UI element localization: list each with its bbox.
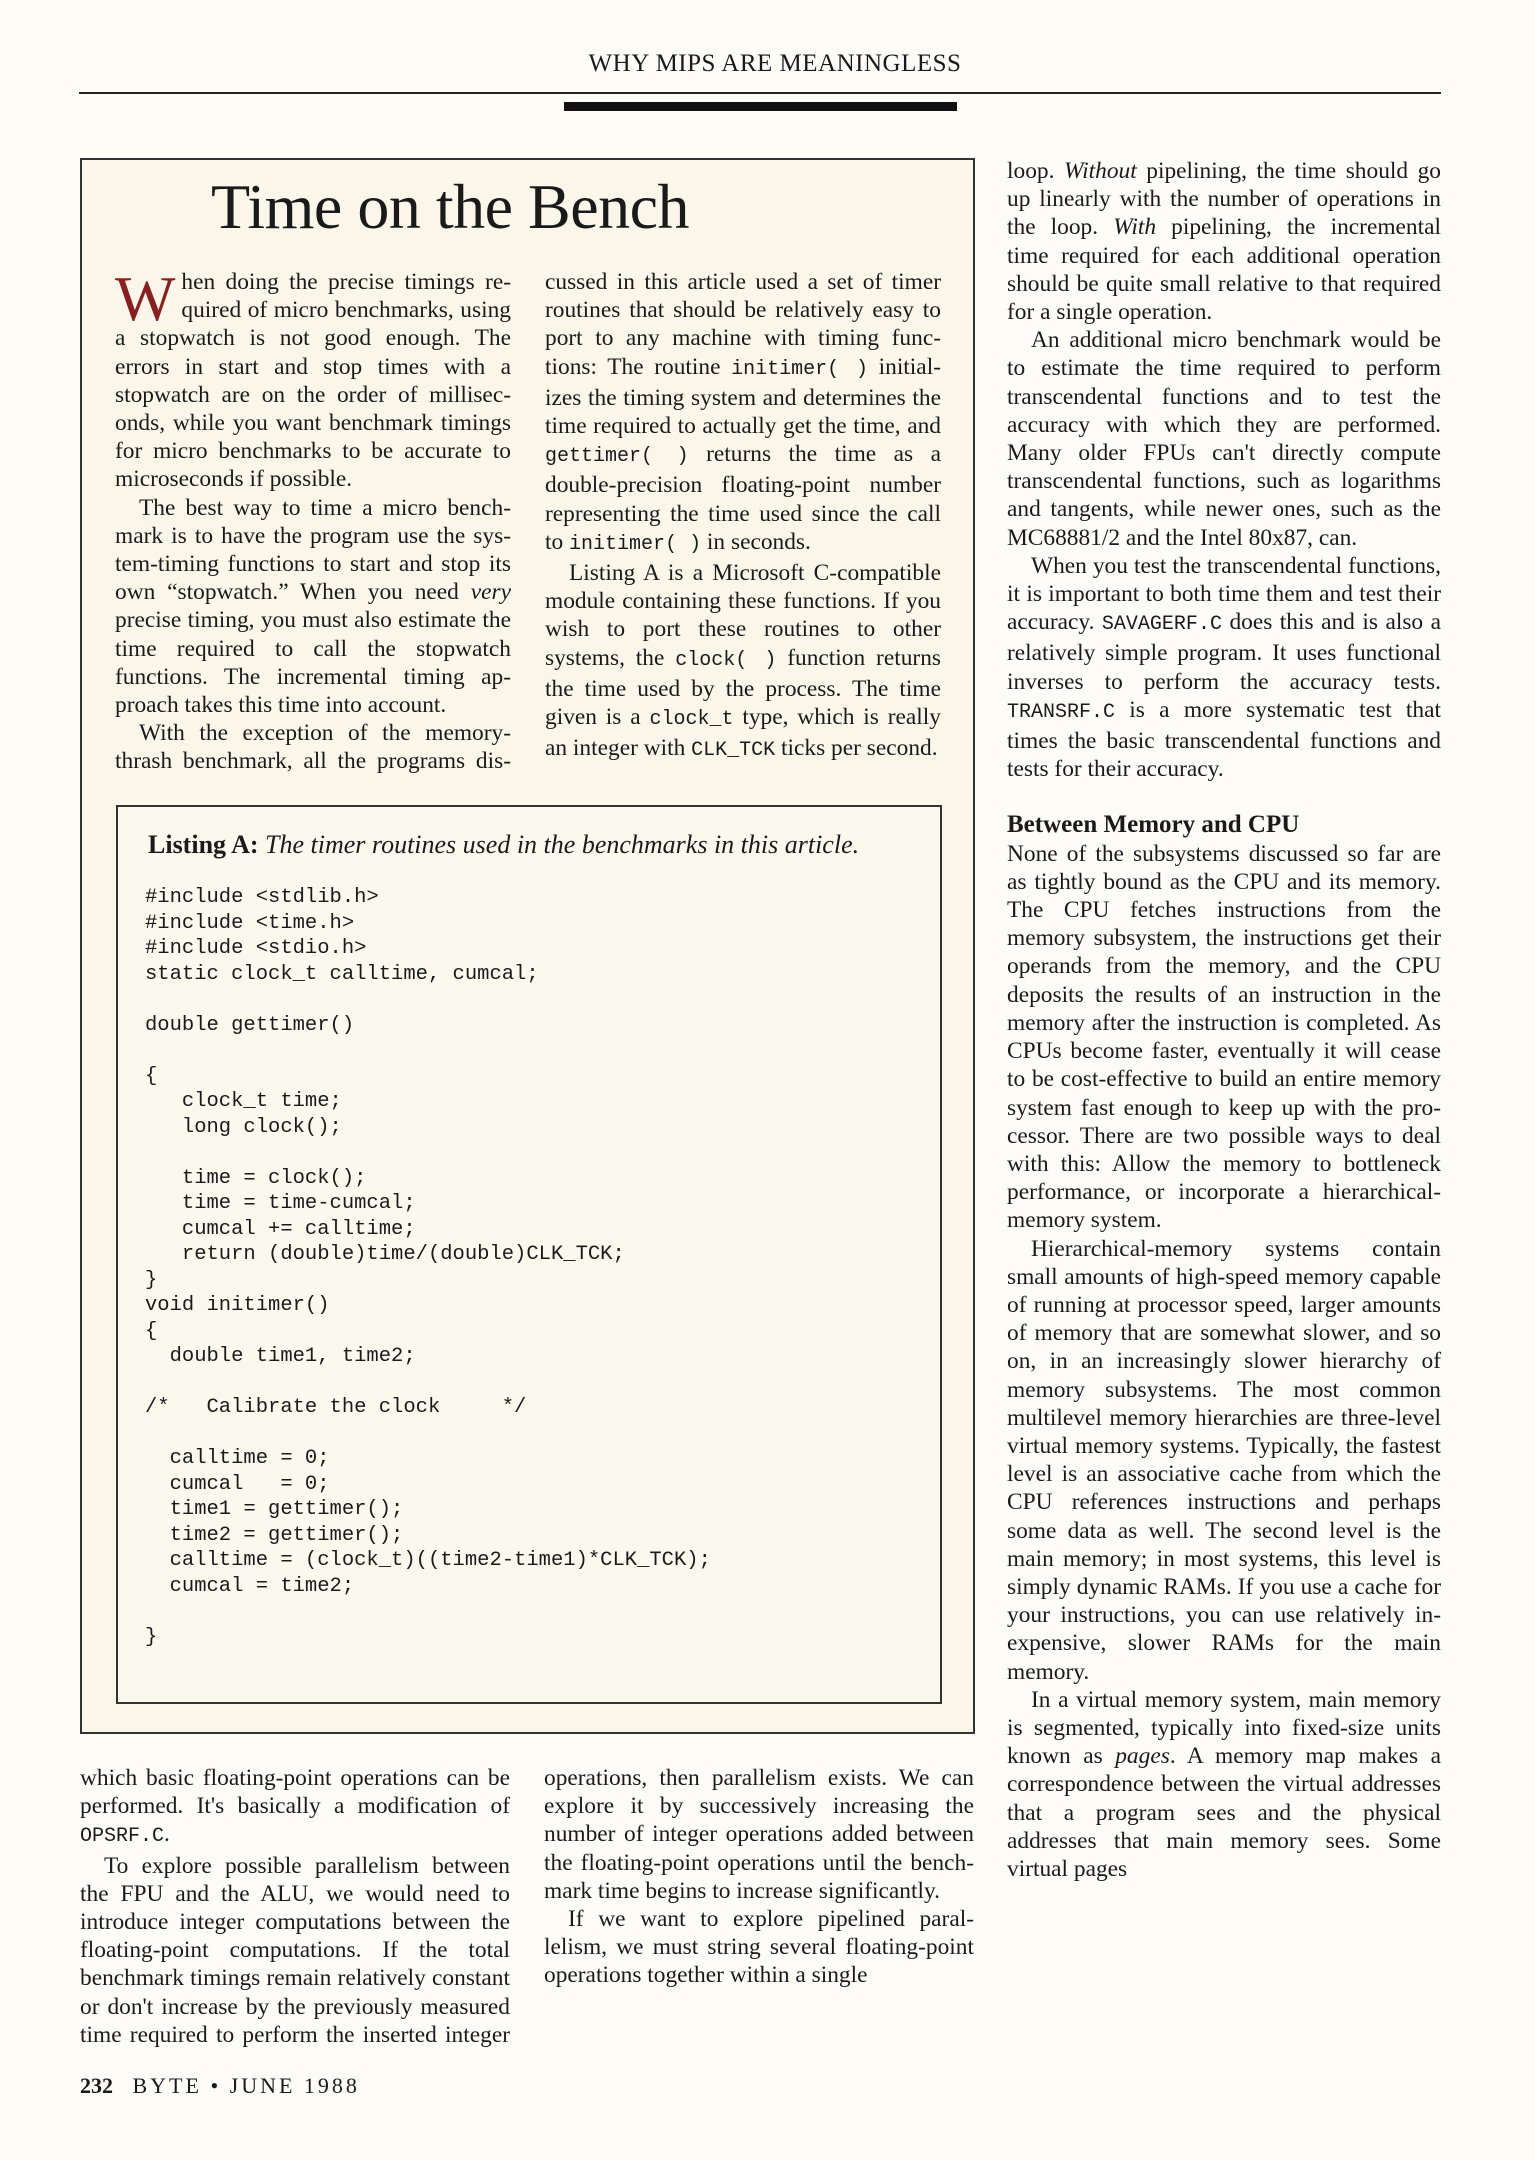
inline-code: initimer( ) xyxy=(569,532,702,556)
right-column-top xyxy=(1007,157,1441,783)
text-run: loop. xyxy=(1007,158,1064,184)
paragraph xyxy=(115,263,511,494)
code-line: time1 = gettimer(); xyxy=(145,1498,404,1521)
text-run: is a more systematic test that times the basic transcendental functions and tests for their accuracy. xyxy=(1007,696,1441,783)
code-line: double time1, time2; xyxy=(145,1345,416,1368)
text-run: precise timing, you must also estimate the time required to call the stopwatch functions. The incremental timing approach takes this time into account. xyxy=(115,607,511,719)
sidebar-body xyxy=(115,263,941,778)
header-bar xyxy=(564,102,957,111)
text-run: pipelining, the incremental time required for each additional operation should be quite small relative to that required for a single operation. xyxy=(1007,214,1441,326)
code-line: time = time-cumcal; xyxy=(145,1192,416,1215)
code-line: static clock_t calltime, cumcal; xyxy=(145,962,539,986)
emphasis: very xyxy=(470,579,511,606)
section-heading: Between Memory and CPU xyxy=(1007,811,1300,839)
inline-code: SAVAGERF.C xyxy=(1101,613,1222,637)
paragraph xyxy=(1007,552,1441,784)
bottom-columns xyxy=(80,1764,974,2054)
code-line: void initimer() xyxy=(145,1294,330,1317)
code-line: time = clock(); xyxy=(145,1166,367,1190)
running-head: WHY MIPS ARE MEANINGLESS xyxy=(588,50,962,77)
text-run: Listing A is a Microsoft C-compatible module containing these functions. If you wish to port these routines to other systems, the xyxy=(545,560,941,671)
inline-code: clock_t xyxy=(649,708,734,732)
text-run: pipelining, the time should go up linearly with the number of operations in the loop. xyxy=(1007,158,1441,241)
inline-code: OPSRF.C xyxy=(80,1825,165,1849)
text-run: which basic floating-point operations can be performed. It's basically a modification of xyxy=(80,1765,510,1820)
paragraph xyxy=(1007,840,1441,1235)
paragraph xyxy=(1007,157,1441,326)
paragraph xyxy=(80,1764,510,1852)
text-run: When you test the transcendental functions, it is important to both time them and test their accuracy. xyxy=(1007,552,1441,636)
inline-code: clock( ) xyxy=(675,648,777,672)
code-line: #include <stdlib.h> xyxy=(145,886,379,909)
code-line xyxy=(145,987,711,1013)
page-number: 232 xyxy=(80,2073,113,2098)
text-run: Hierarchical-memory systems contain small amounts of high-speed memory capable of running at processor speed, larger amounts of memory that are somewhat slower, and so on, in an increasingly slower hierarchy of memory subsystems. The most common multilevel memory hierarchies are three-level virtual memory systems. Typically, the fastest level is an associative cache from which the CPU references instructions and perhaps some data as well. The second level is the main memory; in most systems, this level is simply dynamic RAMs. If you use a cache for your instructions, you can use relatively inexpensive, slower RAMs for the main memory. xyxy=(1007,1235,1441,1685)
header-rule xyxy=(79,92,1441,94)
text-run: An additional micro benchmark would be to estimate the time required to perform transcendental functions and to test the accuracy with which they are performed. Many older FPUs can't directly compute transcendental functions, such as logarithms and tangents, while newer ones, such as the MC68881/2 and the Intel 80x87, can. xyxy=(1007,327,1441,551)
page-footer xyxy=(80,2073,360,2099)
code-line: } xyxy=(145,1625,158,1649)
text-run: None of the subsystems discussed so far are as tightly bound as the CPU and its memory. The CPU fetches instructions from the memory subsystem, the instructions get their operands from the memory, and the CPU deposits the results of an instruction in the memory after the instruction is completed. As CPUs become faster, eventually it will cease to be cost-effective to build an entire memory system fast enough to keep up with the processor. There are two possible ways to deal with this: Allow the memory to bottleneck performance, or incorporate a hierarchical-memory system. xyxy=(1007,840,1441,1234)
code-line: { xyxy=(145,1064,158,1088)
inline-code: TRANSRF.C xyxy=(1007,700,1116,724)
text-run: in seconds. xyxy=(701,528,811,555)
code-line: cumcal = time2; xyxy=(145,1574,355,1598)
emphasis: Without xyxy=(1063,158,1137,184)
paragraph xyxy=(1007,326,1441,552)
code-line xyxy=(145,1038,711,1064)
paragraph xyxy=(544,1905,974,1990)
code-line: calltime = 0; xyxy=(145,1447,330,1470)
code-line: clock_t time; xyxy=(145,1090,342,1113)
text-run: To explore possible parallelism between the FPU and the ALU, we would need to introduce integer computations between the floating-point computations. If the total benchmark timings remain relatively constant or don't increase by the previously measured time required to perform the inserted integer operations, then parallelism exists. We can explore it by successively increasing the number of integer operations added between the floating-point operations until the benchmark time begins to increase significantly. xyxy=(80,1765,974,2048)
listing-label: Listing A: xyxy=(148,830,259,859)
code-listing xyxy=(145,885,711,1650)
paragraph xyxy=(545,559,941,765)
emphasis: pages xyxy=(1115,1743,1170,1770)
code-line xyxy=(145,1599,711,1625)
drop-cap: W xyxy=(115,263,176,334)
code-line: cumcal = 0; xyxy=(145,1472,330,1496)
listing-caption-text: The timer routines used in the benchmarks in this article. xyxy=(265,830,860,859)
paragraph xyxy=(1007,1235,1441,1686)
inline-code: gettimer( ) xyxy=(545,445,689,469)
code-line xyxy=(145,1370,711,1396)
text-run: In a virtual memory system, main memory is segmented, typically into fixed-size units known as xyxy=(1007,1686,1441,1770)
text-run: function returns the time used by the process. The time given is a xyxy=(545,644,941,731)
text-run: initializes the timing system and determines the time required to actually get the time, and xyxy=(545,353,941,440)
paragraph xyxy=(115,494,511,720)
text-run: does this and is also a relatively simple program. It uses functional inverses to perform the accuracy tests. xyxy=(1007,609,1442,695)
code-line xyxy=(145,1140,711,1166)
text-run: With the exception of the memory-thrash benchmark, all the programs discussed in this article used a set of timer routines that should be relatively easy to port to any machine with timing functions: The routine xyxy=(115,269,941,775)
text-run: The best way to time a micro benchmark is to have the program use the system-timing functions to start and stop its own “stopwatch.” When you need xyxy=(115,494,511,606)
text-run: . xyxy=(164,1821,170,1848)
code-line: time2 = gettimer(); xyxy=(145,1523,404,1547)
text-run: type, which is really an integer with xyxy=(545,704,941,762)
text-run: . A memory map makes a correspondence between the virtual addresses that a program sees and the physical addresses that main memory sees. Some virtual pages xyxy=(1007,1743,1441,1882)
listing-caption xyxy=(148,830,859,860)
text-run: ticks per second. xyxy=(775,735,938,762)
right-column xyxy=(1007,157,1441,1883)
code-line: calltime = (clock_t)((time2-time1)*CLK_TCK); xyxy=(145,1549,711,1572)
code-line: #include <time.h> xyxy=(145,911,355,935)
emphasis: With xyxy=(1113,214,1157,241)
paragraph xyxy=(1007,1686,1441,1883)
text-run: returns the time as a double-precision floating-point number representing the time used since the call to xyxy=(545,441,941,555)
code-line: } xyxy=(145,1268,158,1292)
code-line xyxy=(145,1421,711,1447)
code-line: double gettimer() xyxy=(145,1013,355,1037)
text-run: If we want to explore pipelined parallelism, we must string several floating-point operations together within a single xyxy=(544,1906,974,1989)
code-line: return (double)time/(double)CLK_TCK; xyxy=(145,1243,625,1266)
magazine-issue: BYTE • JUNE 1988 xyxy=(132,2073,360,2098)
code-line: { xyxy=(145,1319,158,1343)
text-run: hen doing the precise timings required of micro benchmarks, using a stopwatch is not good enough. The errors in start and stop times with a stopwatch are on the order of milliseconds, while you want benchmark timings for micro benchmarks to be accurate to microseconds if possible. xyxy=(115,269,511,493)
code-line: cumcal += calltime; xyxy=(145,1217,416,1241)
sidebar-title: Time on the Bench xyxy=(211,171,689,242)
code-line: #include <stdio.h> xyxy=(145,937,367,960)
right-column-bottom xyxy=(1007,840,1441,1884)
code-line: /* Calibrate the clock */ xyxy=(145,1396,527,1419)
inline-code: CLK_TCK xyxy=(691,739,776,763)
inline-code: initimer( ) xyxy=(731,357,868,381)
code-line: long clock(); xyxy=(145,1115,342,1139)
